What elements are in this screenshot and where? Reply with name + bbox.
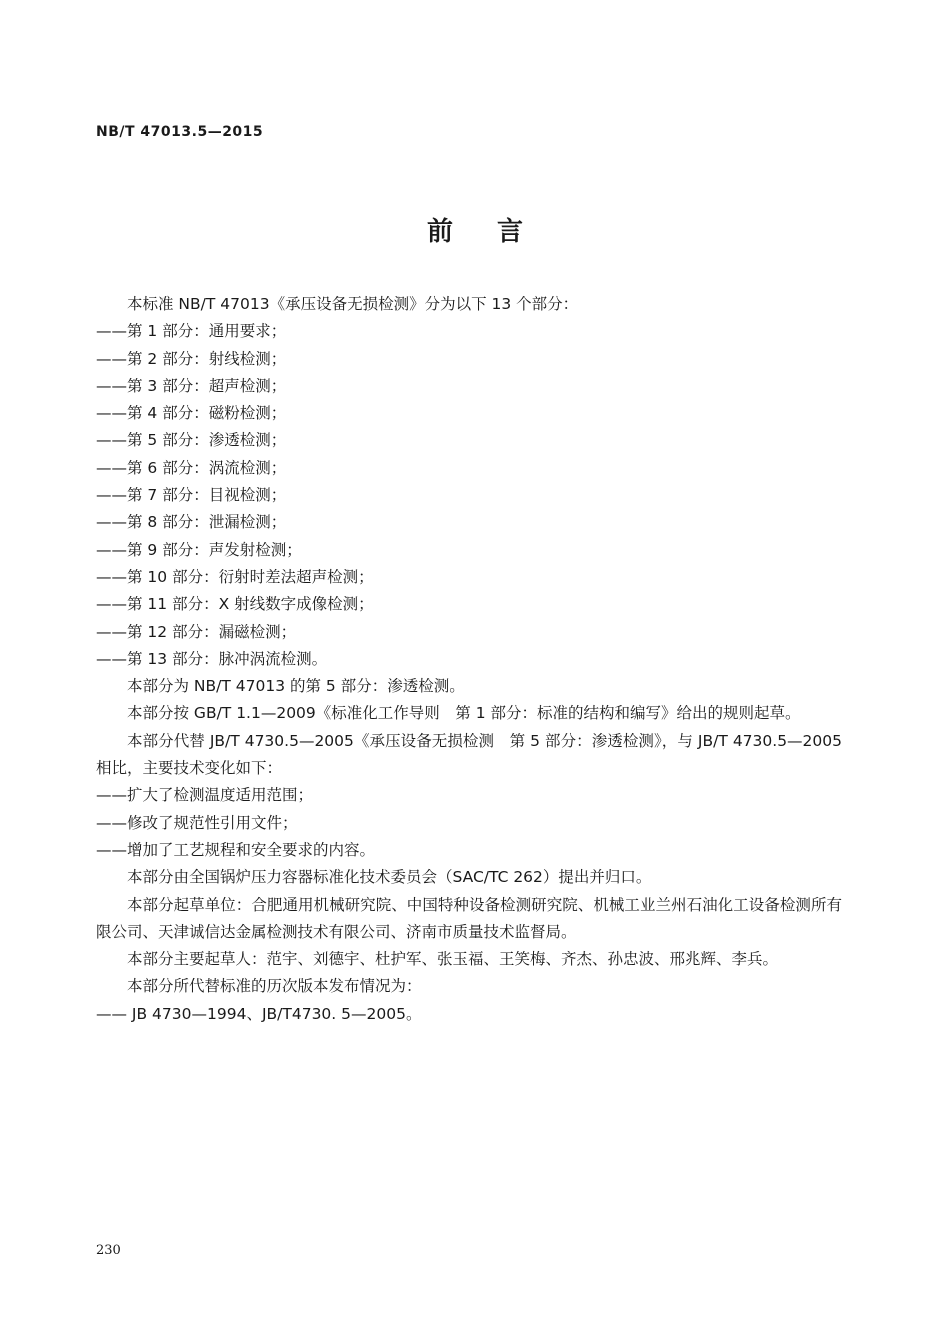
intro-paragraph: 本标准 NB/T 47013《承压设备无损检测》分为以下 13 个部分： xyxy=(127,295,579,313)
part-list-item: ——第 7 部分：目视检测； xyxy=(96,486,287,505)
part-list-item: ——第 3 部分：超声检测； xyxy=(96,376,287,395)
proposed-by-paragraph: 本部分由全国锅炉压力容器标准化技术委员会（SAC/TC 262）提出并归口。 xyxy=(127,868,652,887)
part-list-item: ——第 9 部分：声发射检测； xyxy=(96,540,302,559)
history-intro-paragraph: 本部分所代替标准的历次版本发布情况为： xyxy=(127,977,422,996)
part-list-item: ——第 6 部分：涡流检测； xyxy=(96,458,287,477)
standard-code-header: NB/T 47013.5—2015 xyxy=(96,124,264,140)
part-list-item: ——第 12 部分：漏磁检测； xyxy=(96,622,297,641)
part-list-item: ——第 11 部分：X 射线数字成像检测； xyxy=(96,595,374,614)
drafting-rule-paragraph: 本部分按 GB/T 1.1—2009《标准化工作导则 第 1 部分：标准的结构和编写》给出的规则起草。 xyxy=(127,704,801,723)
change-list-item: ——增加了工艺规程和安全要求的内容。 xyxy=(96,840,376,859)
foreword-body xyxy=(96,291,842,1028)
change-list-item: ——扩大了检测温度适用范围； xyxy=(96,786,314,805)
page-title xyxy=(0,211,950,248)
part-list-item: ——第 1 部分：通用要求； xyxy=(96,322,287,341)
part-list-item: ——第 2 部分：射线检测； xyxy=(96,349,287,368)
title-char-1: 前 xyxy=(426,217,453,247)
change-list-item: ——修改了规范性引用文件； xyxy=(96,813,298,832)
replaces-paragraph: 本部分代替 JB/T 4730.5—2005《承压设备无损检测 第 5 部分：渗透检测》，与 JB/T 4730.5—2005 相比，主要技术变化如下： xyxy=(96,731,842,778)
history-list-item: —— JB 4730—1994、JB/T4730. 5—2005。 xyxy=(96,1004,422,1023)
part-list-item: ——第 13 部分：脉冲涡流检测。 xyxy=(96,649,328,668)
part-list-item: ——第 5 部分：渗透检测； xyxy=(96,431,287,450)
this-part-paragraph: 本部分为 NB/T 47013 的第 5 部分：渗透检测。 xyxy=(127,677,465,696)
part-list-item: ——第 8 部分：泄漏检测； xyxy=(96,513,287,532)
part-list-item: ——第 4 部分：磁粉检测； xyxy=(96,404,287,423)
page-number: 230 xyxy=(96,1243,121,1258)
title-char-2: 言 xyxy=(497,217,524,247)
drafting-units-paragraph: 本部分起草单位：合肥通用机械研究院、中国特种设备检测研究院、机械工业兰州石油化工设备检测所有限公司、天津诚信达金属检测技术有限公司、济南市质量技术监督局。 xyxy=(96,895,842,941)
drafters-paragraph: 本部分主要起草人：范宇、刘德宇、杜护军、张玉福、王笑梅、齐杰、孙忠波、邢兆辉、李兵。 xyxy=(127,950,779,969)
part-list-item: ——第 10 部分：衍射时差法超声检测； xyxy=(96,567,374,586)
